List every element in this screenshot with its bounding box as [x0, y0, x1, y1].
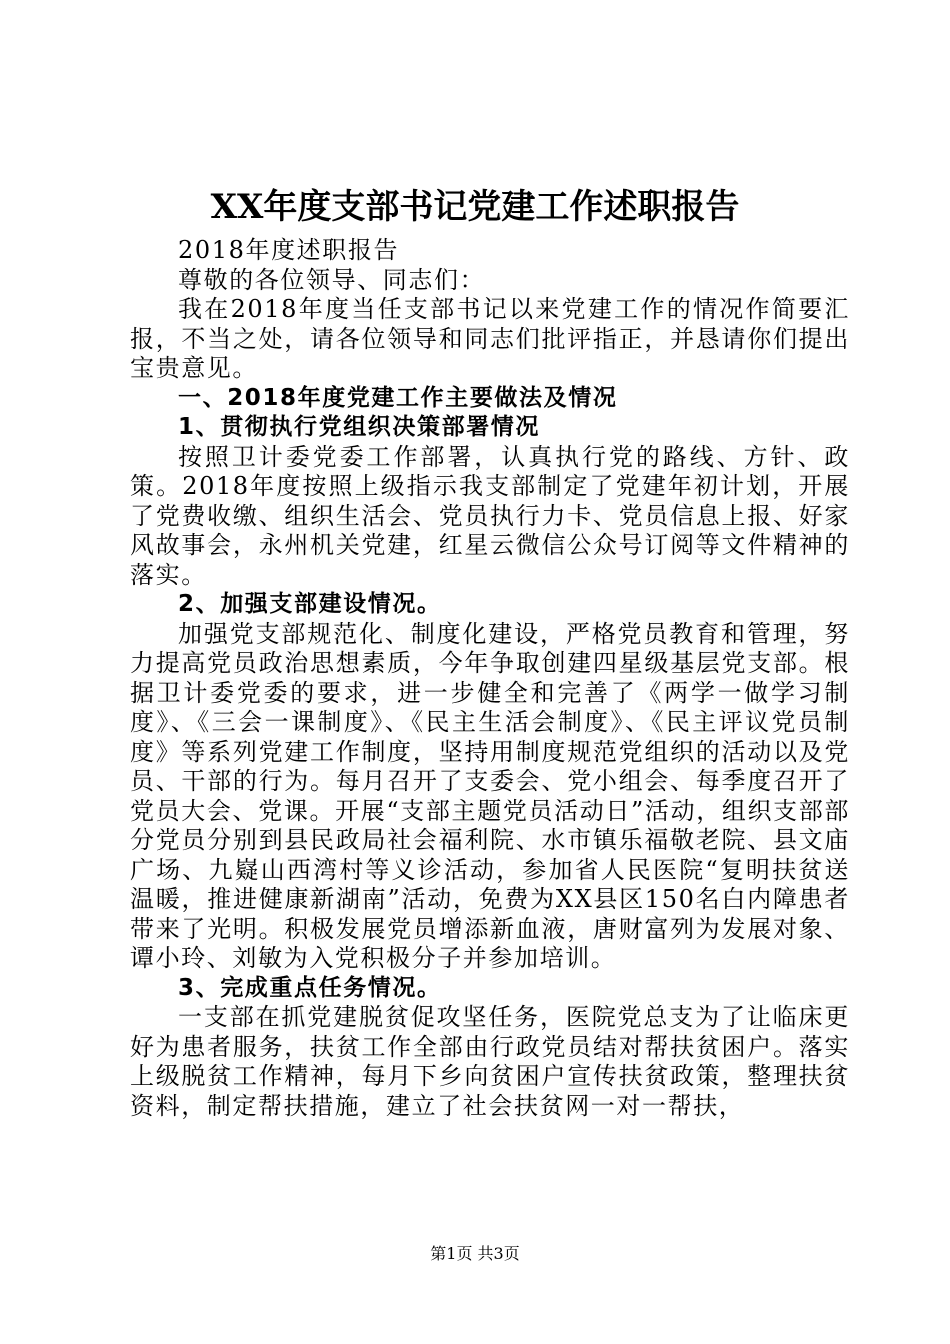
document-title: XX年度支部书记党建工作述职报告 [210, 187, 740, 227]
body-paragraph: 一支部在抓党建脱贫促攻坚任务，医院党总支为了让临床更好为患者服务，扶贫工作全部由行政党员结对帮扶贫困户。落实上级脱贫工作精神，每月下乡向贫困户宣传扶贫政策，整理扶贫资料，制定帮扶措施，建立了社会扶贫网一对一帮扶， [130, 1003, 850, 1120]
body-paragraph: 按照卫计委党委工作部署，认真执行党的路线、方针、政策。2018年度按照上级指示我支部制定了党建年初计划，开展了党费收缴、组织生活会、党员执行力卡、党员信息上报、好家风故事会，永州机关党建，红星云微信公众号订阅等文件精神的落实。 [130, 442, 850, 589]
page-footer: 第1页 共3页 [430, 1244, 520, 1263]
document-body [130, 236, 850, 1121]
section-heading: 一、2018年度党建工作主要做法及情况 [178, 384, 618, 411]
section-heading: 2、加强支部建设情况。 [178, 591, 442, 617]
body-paragraph: 我在2018年度当任支部书记以来党建工作的情况作简要汇报，不当之处，请各位领导和同志们批评指正，并恳请你们提出宝贵意见。 [130, 295, 850, 382]
body-paragraph: 尊敬的各位领导、同志们： [178, 265, 486, 294]
body-paragraph: 2018年度述职报告 [178, 236, 400, 264]
body-paragraph: 加强党支部规范化、制度化建设，严格党员教育和管理，努力提高党员政治思想素质，今年争取创建四星级基层党支部。根据卫计委党委的要求，进一步健全和完善了《两学一做学习制度》、《三会一课制度》、《民主生活会制度》、《民主评议党员制度》等系列党建工作制度，坚持用制度规范党组织的活动以及党员、干部的行为。每月召开了支委会、党小组会、每季度召开了党员大会、党课。开展“支部主题党员活动日”活动，组织支部部分党员分别到县民政局社会福利院、水市镇乐福敬老院、县文庙广场、九嶷山西湾村等义诊活动，参加省人民医院“复明扶贫送温暖，推进健康新湖南”活动，免费为XX县区150名白内障患者带来了光明。积极发展党员增添新血液，唐财富列为发展对象、谭小玲、刘敏为入党积极分子并参加培训。 [130, 619, 850, 972]
section-heading: 3、完成重点任务情况。 [178, 974, 442, 1001]
section-heading: 1、贯彻执行党组织决策部署情况 [178, 414, 541, 440]
